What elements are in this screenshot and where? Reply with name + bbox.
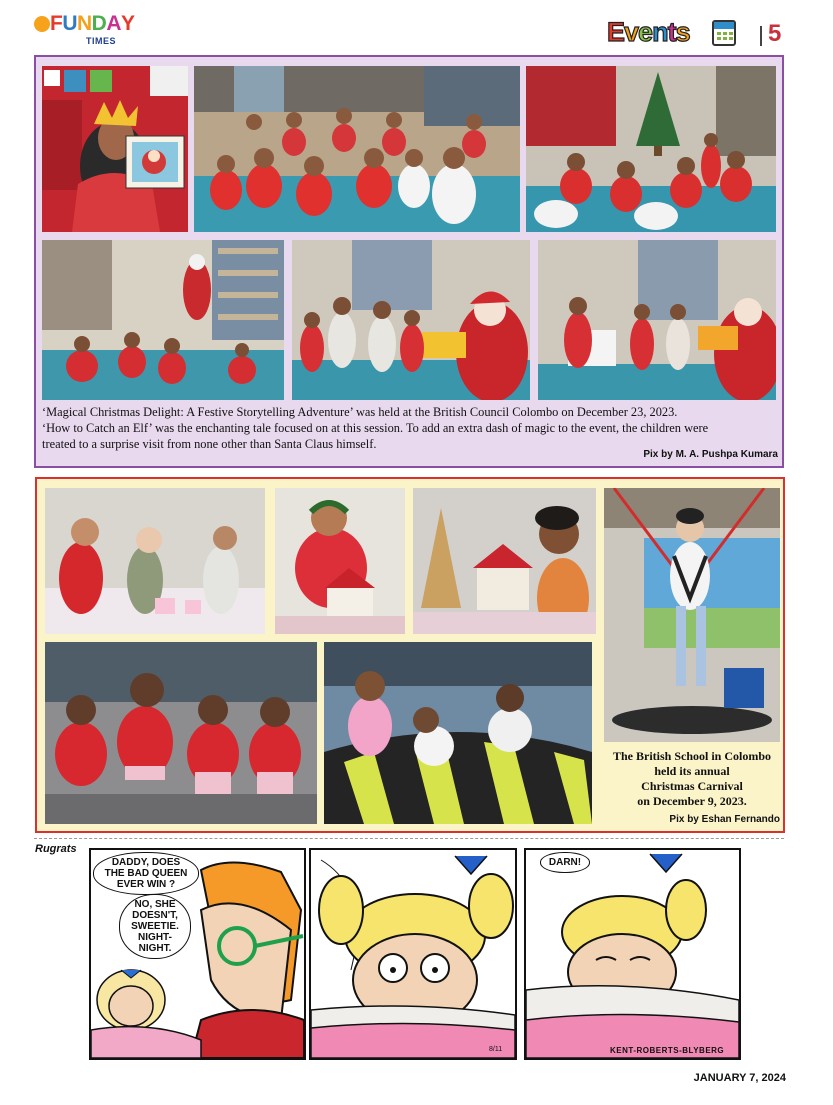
balloon-line: NO, SHE <box>134 899 176 910</box>
brand-letter: Y <box>121 12 135 35</box>
comic-panel-2 <box>309 848 517 1060</box>
photo-craft-table <box>45 488 265 634</box>
caption-line: treated to a surprise visit from none other than Santa Claus himself. <box>42 437 377 451</box>
comic-title: Rugrats <box>35 843 77 855</box>
section-letter: n <box>652 17 668 47</box>
carnival-caption <box>604 749 780 809</box>
section-title <box>607 17 690 51</box>
section-letter: v <box>624 17 639 47</box>
photo-gingerbread-house <box>275 488 405 634</box>
brand-letter: U <box>62 12 77 35</box>
balloon-line: THE BAD QUEEN <box>104 868 188 879</box>
section-divider <box>34 838 784 839</box>
brand-sub: TIMES <box>86 36 117 46</box>
strip-date-code: 8/11 <box>489 1046 503 1053</box>
storytelling-caption <box>42 404 782 452</box>
brand-letter: N <box>77 12 92 35</box>
photo-storyteller <box>42 66 188 232</box>
balloon-line: NIGHT. <box>138 943 172 954</box>
page-number: 5 <box>768 20 782 47</box>
brand-wordmark <box>50 12 135 36</box>
photo-santa-gifts-2 <box>538 240 776 400</box>
balloon-line: NIGHT- <box>138 932 172 943</box>
balloon-line: DOESN'T, <box>132 910 178 921</box>
caption-line: ‘How to Catch an Elf’ was the enchanting tale focused on at this session. To add an extra dash of magic to the event, the children were <box>42 421 709 435</box>
caption-line: held its annual <box>654 764 730 778</box>
brand-letter: A <box>106 12 122 35</box>
speech-balloon-2 <box>119 894 191 959</box>
balloon-line: EVER WIN ? <box>116 879 176 890</box>
section-letter: s <box>675 17 690 47</box>
photo-credit: Pix by M. A. Pushpa Kumara <box>643 449 778 460</box>
speech-balloon-3 <box>540 852 590 873</box>
section-letter: E <box>607 17 625 47</box>
issue-date: JANUARY 7, 2024 <box>693 1072 786 1084</box>
calendar-icon <box>712 20 736 46</box>
sun-mascot-icon <box>34 16 50 32</box>
brand-letter: F <box>50 12 63 35</box>
caption-line: on December 9, 2023. <box>637 794 747 808</box>
section-letter: e <box>638 17 653 47</box>
photo-credit: Pix by Eshan Fernando <box>669 814 780 825</box>
caption-line: Christmas Carnival <box>641 779 743 793</box>
balloon-line: SWEETIE. <box>131 921 179 932</box>
brand-letter: D <box>91 12 107 35</box>
photo-bungee-trampoline <box>604 488 780 742</box>
comic-panel-1 <box>89 848 306 1060</box>
funday-times-logo <box>34 12 144 48</box>
comic-panel-3 <box>524 848 741 1060</box>
balloon-line: DARN! <box>548 857 582 868</box>
section-letter: t <box>667 17 676 47</box>
photo-children-seated <box>194 66 520 232</box>
caption-line: ‘Magical Christmas Delight: A Festive Storytelling Adventure’ was held at the British Council Colombo on December 23, 2023. <box>42 405 678 419</box>
photo-library-santa <box>42 240 284 400</box>
photo-santa-gifts-1 <box>292 240 530 400</box>
speech-balloon-1 <box>93 852 199 895</box>
photo-inflatable-obstacle <box>324 642 592 824</box>
caption-line: The British School in Colombo <box>612 749 772 763</box>
artist-signature: KENT-ROBERTS-BLYBERG <box>610 1046 725 1055</box>
photo-boy-decorating <box>413 488 596 634</box>
photo-christmas-tree-room <box>526 66 776 232</box>
balloon-line: DADDY, DOES <box>111 857 181 868</box>
photo-girls-group <box>45 642 317 824</box>
header-divider <box>760 26 762 46</box>
